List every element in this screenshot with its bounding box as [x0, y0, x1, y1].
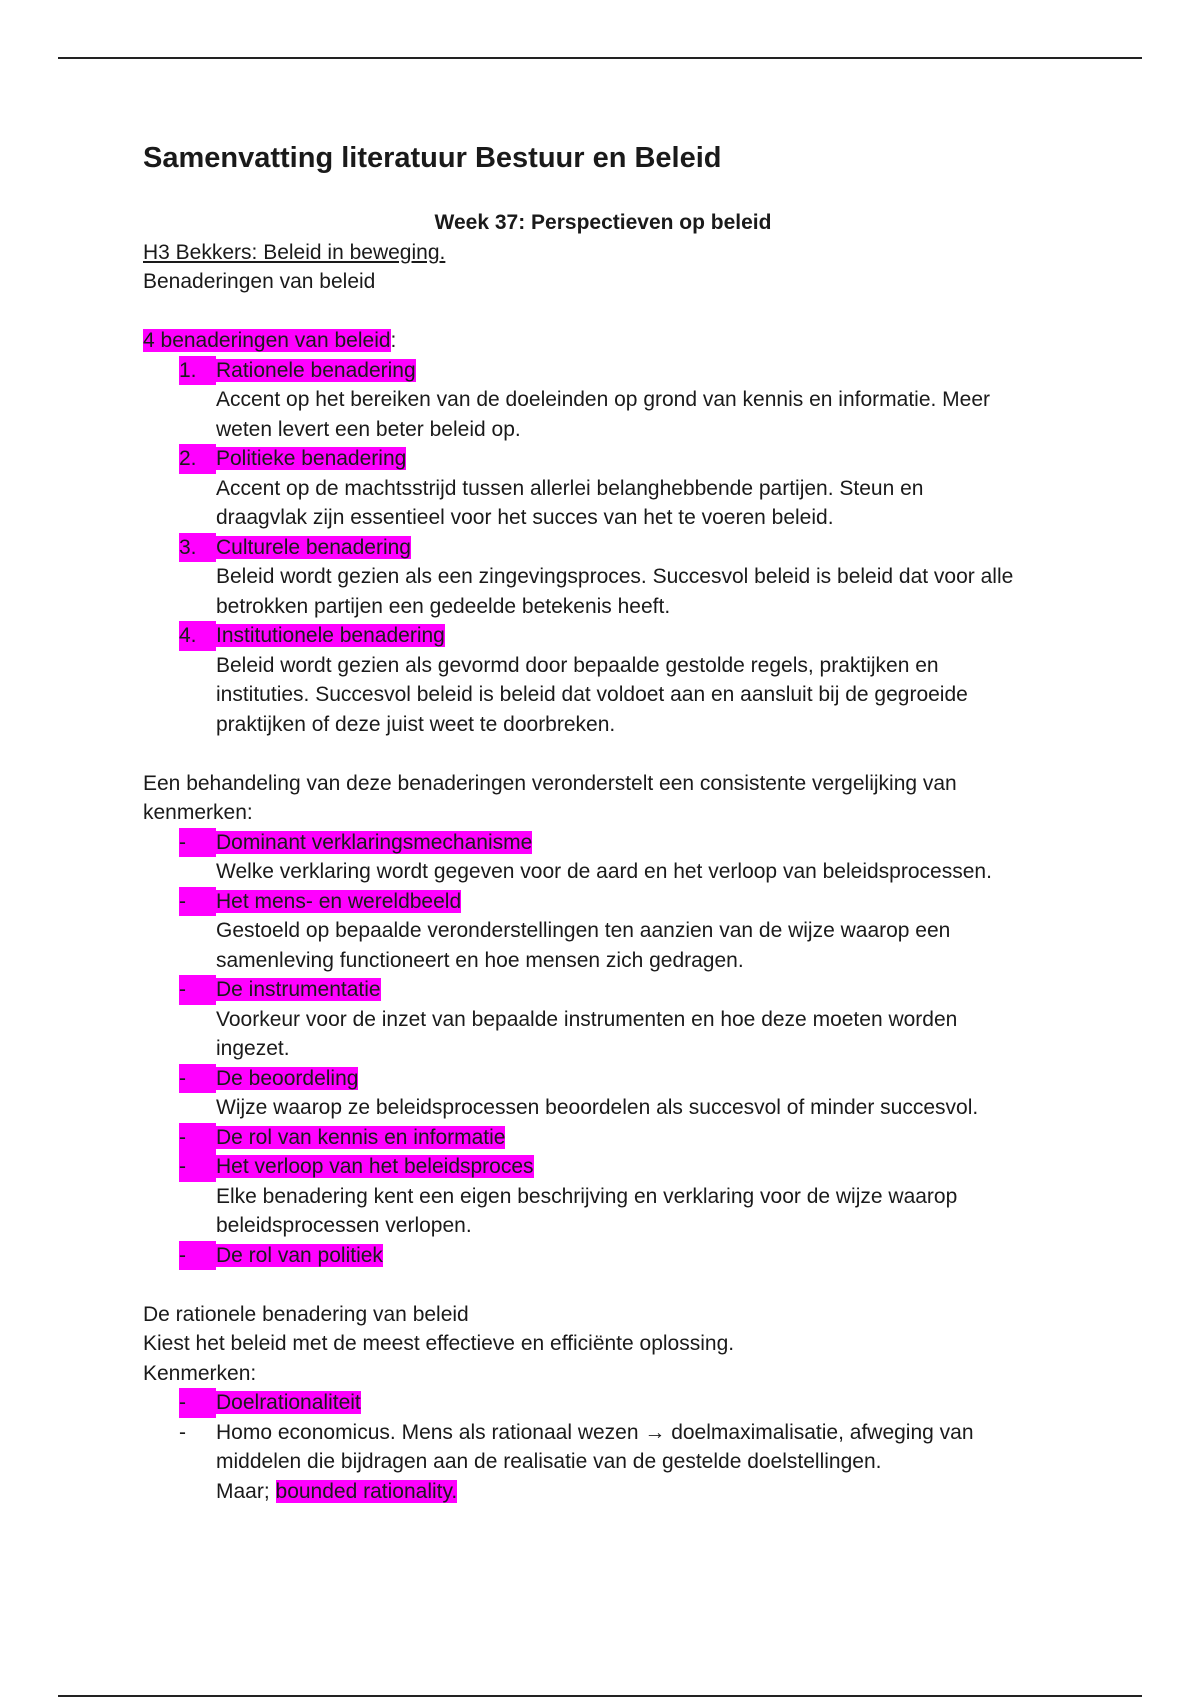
characteristic-label: Het mens- en wereldbeeld [216, 889, 462, 913]
characteristic-item [143, 1152, 1063, 1182]
characteristic-marker: - [179, 1241, 216, 1271]
characteristic-marker: - [179, 1064, 216, 1094]
rational-heading: De rationele benadering van beleid [143, 1302, 469, 1326]
characteristic-item [143, 975, 1063, 1005]
homo-economicus-line-1: Homo economicus. Mens als rationaal wezen → doelmaximalisatie, afweging van [216, 1420, 974, 1444]
characteristic-label: Dominant verklaringsmechanisme [216, 830, 533, 854]
section-subtitle: Benaderingen van beleid [143, 270, 376, 294]
document-title: Samenvatting literatuur Bestuur en Beleid [143, 142, 722, 174]
rational-line-2: Kenmerken: [143, 1361, 257, 1385]
approach-description-line: weten levert een beter beleid op. [216, 417, 521, 441]
spacer [143, 1270, 1063, 1300]
spacer [143, 739, 1063, 769]
approach-label: Culturele benadering [216, 535, 411, 559]
homo-economicus-line-3 [143, 1477, 1063, 1507]
approach-marker: 1. [179, 356, 216, 386]
comparison-intro-line-2: kenmerken: [143, 801, 253, 825]
approach-description-line: instituties. Succesvol beleid is beleid dat voldoet aan en aansluit bij de gegroeide [216, 683, 968, 707]
chapter-heading: H3 Bekkers: Beleid in beweging. [143, 240, 446, 264]
footer-rule [58, 1695, 1142, 1697]
approach-label: Rationele benadering [216, 358, 416, 382]
characteristic-label: De rol van kennis en informatie [216, 1125, 506, 1149]
characteristic-marker: - [179, 887, 216, 917]
characteristic-description-line: ingezet. [216, 1037, 290, 1061]
header-rule [58, 57, 1142, 59]
characteristic-item [143, 1064, 1063, 1094]
bullet-marker: - [179, 1420, 186, 1444]
approach-marker: 2. [179, 444, 216, 474]
characteristic-item [143, 1123, 1063, 1153]
list-item-doelrationaliteit [143, 1388, 1063, 1418]
approaches-list [143, 356, 1063, 740]
characteristic-description-line: Elke benadering kent een eigen beschrijving en verklaring voor de wijze waarop [216, 1184, 958, 1208]
spacer [143, 297, 1063, 327]
characteristic-description-line: Gestoeld op bepaalde veronderstellingen ten aanzien van de wijze waarop een [216, 919, 951, 943]
approach-description-line: Beleid wordt gezien als gevormd door bepaalde gestolde regels, praktijken en [216, 653, 939, 677]
approach-item [143, 356, 1063, 386]
approach-item [143, 444, 1063, 474]
list-item-homo-economicus [143, 1418, 1063, 1448]
characteristic-marker: - [179, 1123, 216, 1153]
homo-economicus-line-2: middelen die bijdragen aan de realisatie van de gestelde doelstellingen. [216, 1450, 882, 1474]
bounded-rationality-highlight: bounded rationality. [275, 1479, 458, 1503]
bullet-label: Doelrationaliteit [216, 1391, 361, 1415]
characteristic-description-line: samenleving functioneert en hoe mensen zich gedragen. [216, 948, 744, 972]
characteristic-label: De beoordeling [216, 1066, 359, 1090]
approach-description-line: betrokken partijen een gedeelde betekenis heeft. [216, 594, 671, 618]
approach-item [143, 533, 1063, 563]
characteristic-label: De rol van politiek [216, 1243, 383, 1267]
characteristic-item [143, 1241, 1063, 1271]
characteristic-marker: - [179, 828, 216, 858]
comparison-list [143, 828, 1063, 1271]
approaches-heading [143, 326, 1063, 356]
approach-description-line: Beleid wordt gezien als een zingevingsproces. Succesvol beleid is beleid dat voor alle [216, 565, 1014, 589]
rational-line-1: Kiest het beleid met de meest effectieve en efficiënte oplossing. [143, 1332, 735, 1356]
approach-label: Politieke benadering [216, 447, 407, 471]
comparison-intro-line-1: Een behandeling van deze benaderingen veronderstelt een consistente vergelijking van [143, 771, 957, 795]
characteristic-description-line: Wijze waarop ze beleidsprocessen beoordelen als succesvol of minder succesvol. [216, 1096, 979, 1120]
characteristic-marker: - [179, 1152, 216, 1182]
characteristic-description-line: Welke verklaring wordt gegeven voor de aard en het verloop van beleidsprocessen. [216, 860, 992, 884]
approach-label: Institutionele benadering [216, 624, 445, 648]
characteristic-description-line: Voorkeur voor de inzet van bepaalde instrumenten en hoe deze moeten worden [216, 1007, 958, 1031]
bullet-marker: - [179, 1388, 216, 1418]
characteristic-description-line: beleidsprocessen verlopen. [216, 1214, 472, 1238]
approach-description-line: praktijken of deze juist weet te doorbreken. [216, 712, 616, 736]
approach-item [143, 621, 1063, 651]
approach-marker: 4. [179, 621, 216, 651]
characteristic-label: De instrumentatie [216, 978, 381, 1002]
approach-marker: 3. [179, 533, 216, 563]
approaches-heading-text: 4 benaderingen van beleid [143, 329, 391, 353]
approach-description-line: Accent op de machtsstrijd tussen allerlei belanghebbende partijen. Steun en [216, 476, 924, 500]
characteristic-label: Het verloop van het beleidsproces [216, 1155, 534, 1179]
characteristic-item [143, 828, 1063, 858]
approach-description-line: Accent op het bereiken van de doeleinden op grond van kennis en informatie. Meer [216, 388, 991, 412]
document-page [143, 140, 1063, 1506]
characteristic-item [143, 887, 1063, 917]
characteristic-marker: - [179, 975, 216, 1005]
maar-prefix: Maar; [216, 1479, 276, 1503]
approaches-heading-colon: : [390, 329, 397, 353]
approach-description-line: draagvlak zijn essentieel voor het succes van het te voeren beleid. [216, 506, 834, 530]
week-heading: Week 37: Perspectieven op beleid [434, 210, 772, 234]
